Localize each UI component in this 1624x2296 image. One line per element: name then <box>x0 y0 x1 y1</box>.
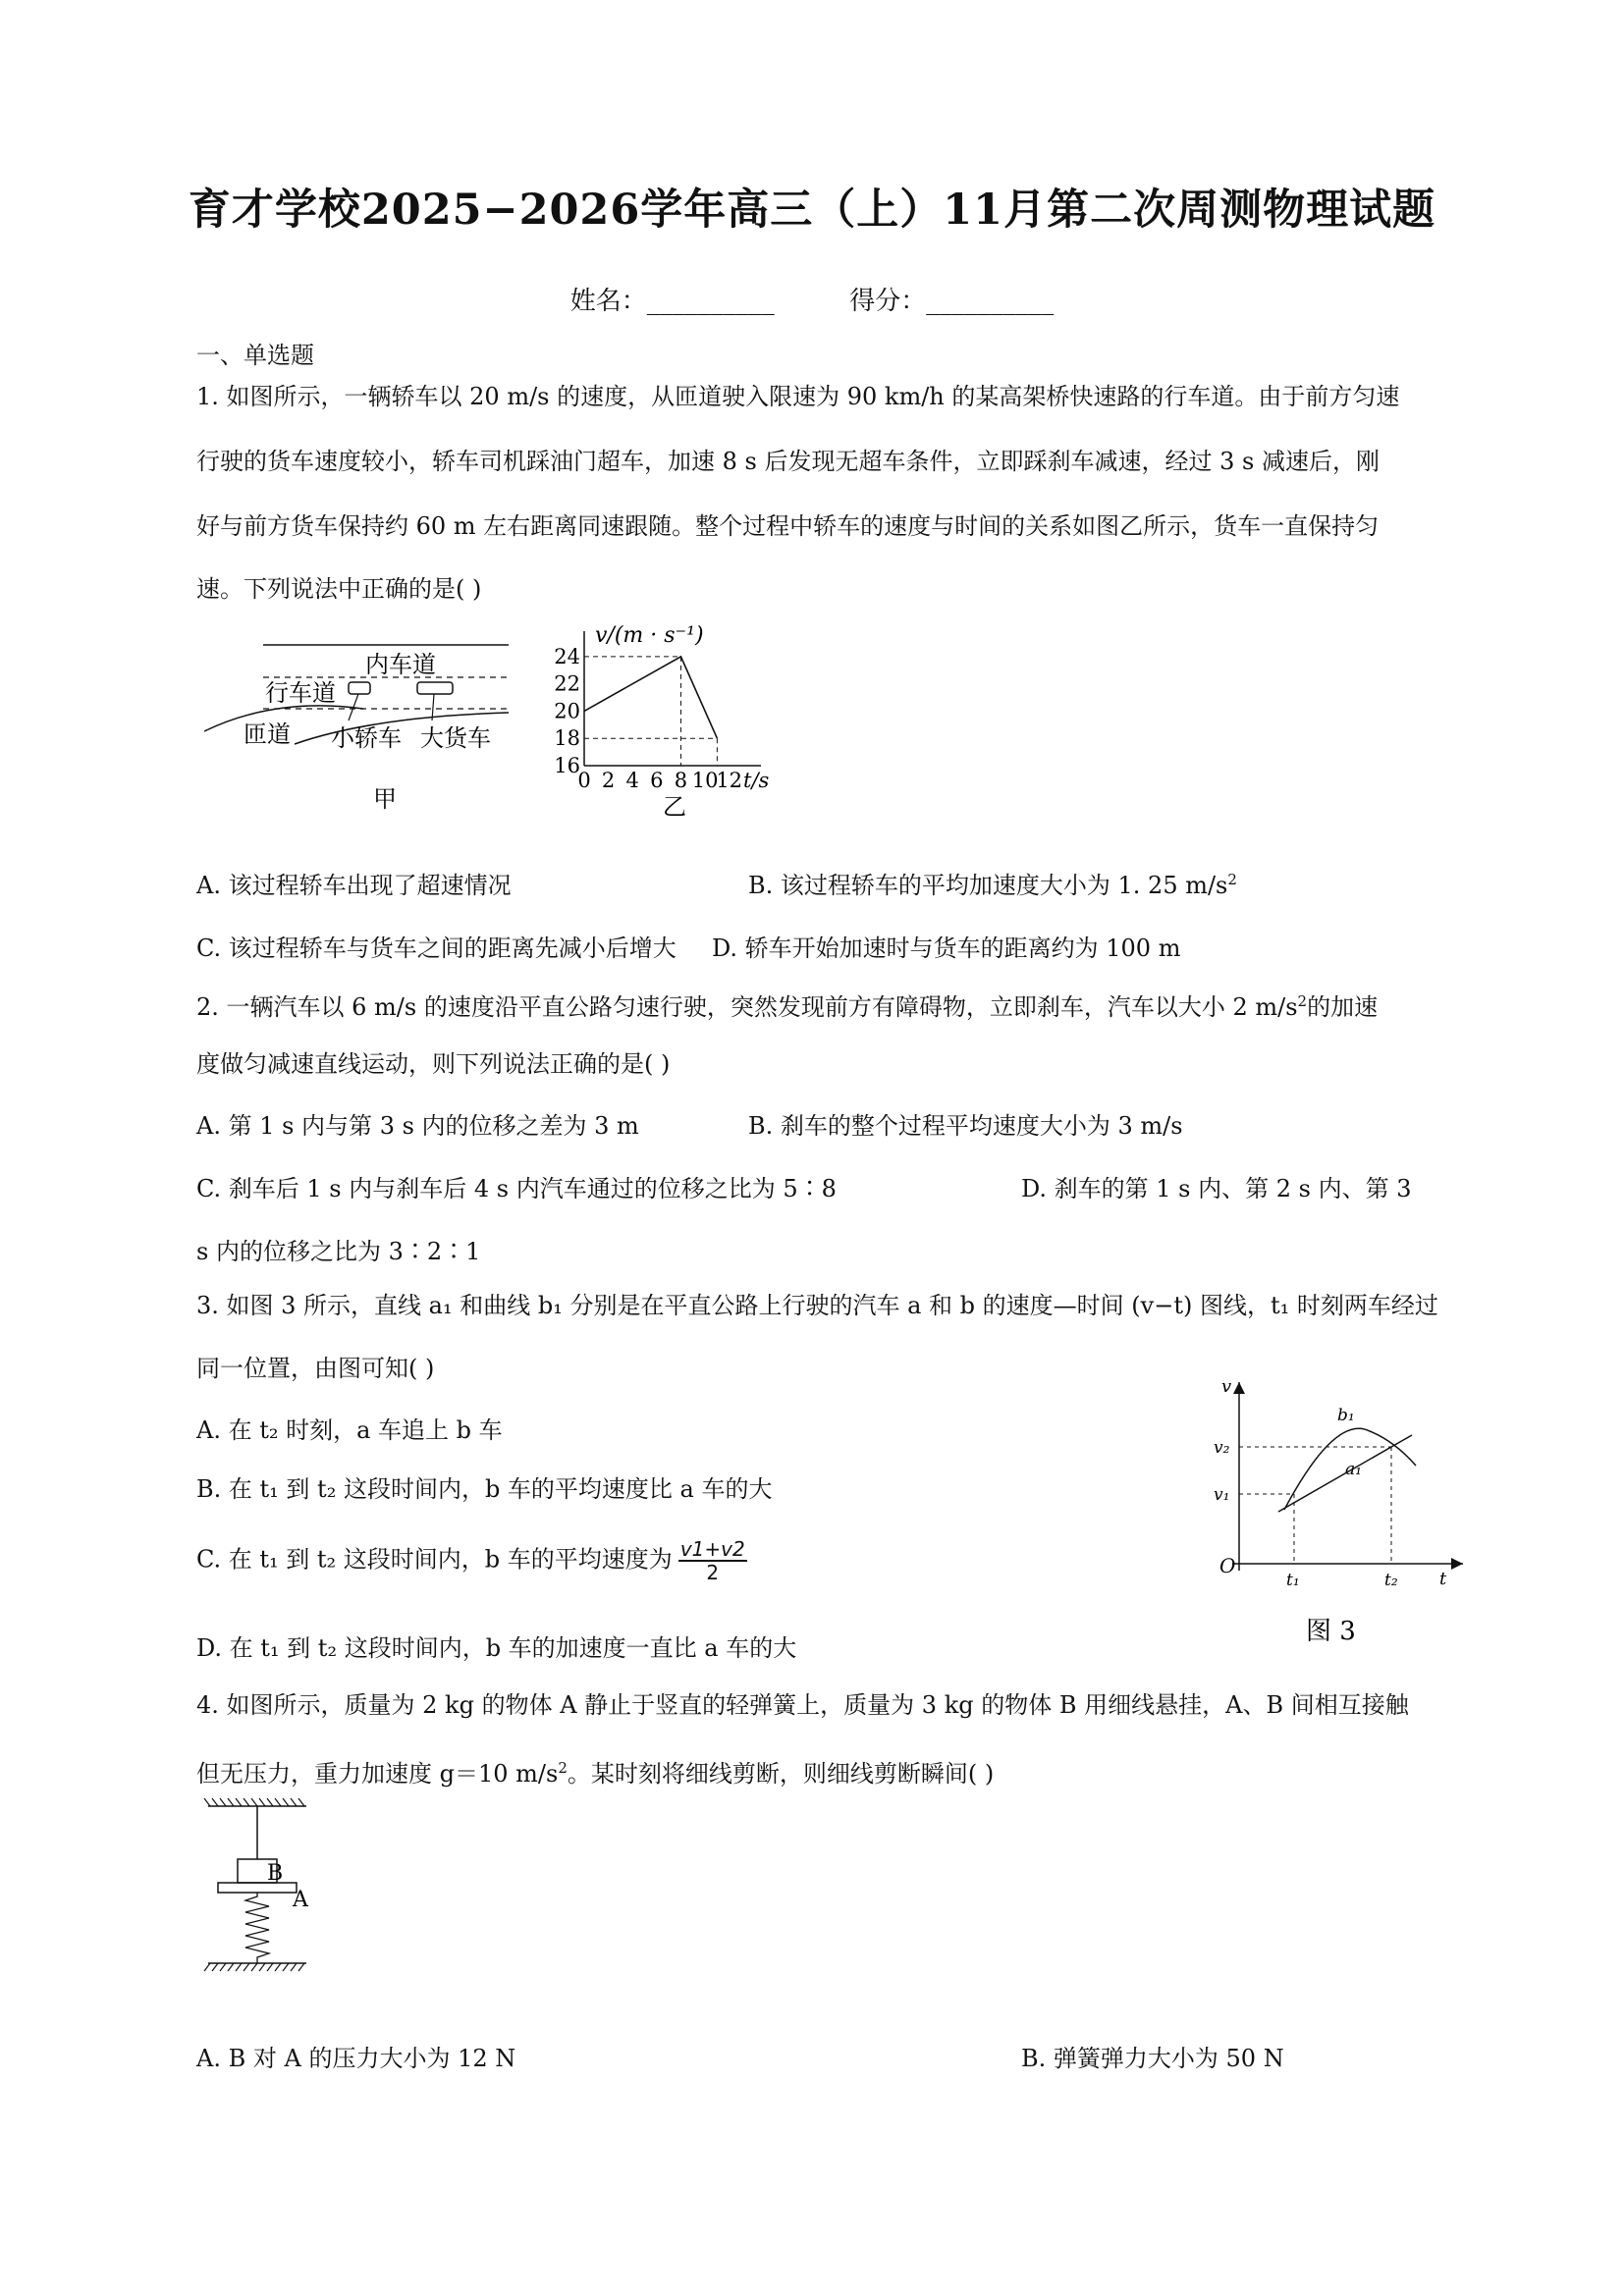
block-a-label: A <box>293 1888 308 1912</box>
ceiling-hatch-line <box>212 1798 218 1806</box>
q2-option-b[interactable]: B. 刹车的整个过程平均速度大小为 3 m/s <box>748 1112 1183 1140</box>
inner-lane-label: 内车道 <box>365 651 436 678</box>
y-tick-label: 16 <box>554 754 580 777</box>
x-tick-label: 0 <box>577 769 591 792</box>
ceiling-hatch-line <box>251 1798 257 1806</box>
fig3-v-axis: v <box>1221 1376 1232 1397</box>
ceiling-hatch-line <box>259 1798 265 1806</box>
figure-yi-chart <box>540 618 776 820</box>
q4-line-2 <box>196 1753 994 1789</box>
figure-spring <box>196 1796 334 1993</box>
fig3-a1-label: a₁ <box>1345 1460 1362 1479</box>
q3-option-a[interactable]: A. 在 t₂ 时刻，a 车追上 b 车 <box>196 1416 503 1444</box>
q2-line-1-text: 2. 一辆汽车以 6 m/s 的速度沿平直公路匀速行驶，突然发现前方有障碍物，立即刹车，汽车以大小 2 m/s <box>196 993 1298 1021</box>
q1-line-4: 速。下列说法中正确的是( ) <box>196 575 482 603</box>
x-unit-label: t/s <box>743 769 770 792</box>
q3-option-c-text: C. 在 t₁ 到 t₂ 这段时间内，b 车的平均速度为 <box>196 1545 673 1574</box>
x-tick-label: 12 <box>716 769 743 792</box>
fig3-caption: 图 3 <box>1306 1617 1356 1646</box>
fraction-numerator: v1+v2 <box>679 1537 745 1561</box>
floor-hatch-line <box>212 1963 218 1971</box>
q3-line-2: 同一位置，由图可知( ) <box>196 1355 435 1382</box>
floor-hatch-line <box>267 1963 273 1971</box>
q2-option-c[interactable]: C. 刹车后 1 s 内与刹车后 4 s 内汽车通过的位移之比为 5∶8 <box>196 1175 837 1202</box>
q4-option-b[interactable]: B. 弹簧弹力大小为 50 N <box>1021 2045 1284 2072</box>
q1-option-b[interactable] <box>748 866 1237 900</box>
q2-option-a[interactable]: A. 第 1 s 内与第 3 s 内的位移之差为 3 m <box>196 1112 639 1140</box>
y-tick-label: 24 <box>554 644 580 668</box>
q1-option-b-text: B. 该过程轿车的平均加速度大小为 1. 25 m/s <box>748 872 1228 899</box>
q2-option-d-cont: s 内的位移之比为 3∶2∶1 <box>196 1238 481 1265</box>
x-tick-label: 4 <box>625 769 639 792</box>
x-tick-label: 6 <box>650 769 664 792</box>
q1-line-3: 好与前方货车保持约 60 m 左右距离同速跟随。整个过程中轿车的速度与时间的关系如图乙所示，货车一直保持匀 <box>196 512 1380 540</box>
page-title: 育才学校2025−2026学年高三（上）11月第二次周测物理试题 <box>188 186 1436 235</box>
q4-line-2-text: 但无压力，重力加速度 g＝10 m/s <box>196 1760 559 1788</box>
floor-hatch-line <box>236 1963 242 1971</box>
q3-option-c[interactable] <box>196 1538 747 1583</box>
floor-hatch-line <box>259 1963 265 1971</box>
fig3-v1: v₁ <box>1214 1485 1230 1505</box>
q1-option-a[interactable]: A. 该过程轿车出现了超速情况 <box>196 872 512 899</box>
velocity-line <box>584 657 717 738</box>
x-tick-label: 2 <box>601 769 616 792</box>
q3-option-b[interactable]: B. 在 t₁ 到 t₂ 这段时间内，b 车的平均速度比 a 车的大 <box>196 1475 773 1503</box>
y-tick-label: 22 <box>554 671 580 696</box>
ceiling-hatch-line <box>236 1798 242 1806</box>
y-tick-label: 20 <box>554 699 580 723</box>
q2-option-d[interactable]: D. 刹车的第 1 s 内、第 2 s 内、第 3 <box>1021 1175 1412 1202</box>
ceiling-hatch-line <box>283 1798 289 1806</box>
ceiling-hatch-line <box>298 1798 304 1806</box>
floor-hatch-line <box>251 1963 257 1971</box>
name-score-row <box>0 281 1624 317</box>
floor-hatch-line <box>220 1963 226 1971</box>
name-field: 姓名：__________ <box>569 287 775 316</box>
fig3-t1: t₁ <box>1286 1571 1300 1590</box>
ceiling-hatch-line <box>228 1798 234 1806</box>
q3-line-1: 3. 如图 3 所示，直线 a₁ 和曲线 b₁ 分别是在平直公路上行驶的汽车 a 和 b 的速度—时间 (v−t) 图线，t₁ 时刻两车经过 <box>196 1292 1438 1319</box>
floor-hatch-line <box>244 1963 249 1971</box>
fig3-v2: v₂ <box>1214 1438 1230 1458</box>
fig3-b1-label: b₁ <box>1337 1406 1355 1425</box>
q4-line-2-tail: 。某时刻将细线剪断，则细线剪断瞬间( ) <box>567 1760 995 1788</box>
fraction-denominator: 2 <box>706 1561 720 1584</box>
floor-hatch-line <box>204 1963 210 1971</box>
small-car-label: 小轿车 <box>331 724 402 752</box>
floor-hatch-line <box>275 1963 281 1971</box>
figure-3 <box>1208 1374 1473 1659</box>
floor-hatch-line <box>228 1963 234 1971</box>
travel-lane-label: 行车道 <box>265 679 336 707</box>
q1-option-d[interactable]: D. 轿车开始加速时与货车的距离约为 100 m <box>712 934 1181 962</box>
floor-hatch-line <box>298 1963 304 1971</box>
ceiling-hatch-line <box>275 1798 281 1806</box>
y-tick-label: 18 <box>554 726 580 751</box>
fig3-origin: O <box>1219 1554 1236 1577</box>
x-tick-label: 8 <box>674 769 688 792</box>
q1-line-2: 行驶的货车速度较小，轿车司机踩油门超车，加速 8 s 后发现无超车条件，立即踩刹车减速，经过 3 s 减速后，刚 <box>196 448 1380 475</box>
section-heading: 一、单选题 <box>196 342 314 369</box>
truck-label: 大货车 <box>420 724 491 752</box>
q1-option-c[interactable]: C. 该过程轿车与货车之间的距离先减小后增大 <box>196 934 677 962</box>
ceiling-hatch-line <box>204 1798 210 1806</box>
ceiling-hatch-line <box>220 1798 226 1806</box>
q2-line-1 <box>196 987 1378 1022</box>
fig-jia-caption: 甲 <box>373 785 397 813</box>
q3-option-d[interactable]: D. 在 t₁ 到 t₂ 这段时间内，b 车的加速度一直比 a 车的大 <box>196 1634 797 1662</box>
q2-line-2: 度做匀减速直线运动，则下列说法正确的是( ) <box>196 1050 671 1078</box>
floor-hatch-line <box>291 1963 297 1971</box>
block-b-label: B <box>267 1861 284 1886</box>
x-tick-label: 10 <box>691 769 719 792</box>
q1-line-1: 1. 如图所示，一辆轿车以 20 m/s 的速度，从匝道驶入限速为 90 km/h 的某高架桥快速路的行车道。由于前方匀速 <box>196 383 1400 410</box>
fig-yi-caption: 乙 <box>663 793 686 820</box>
chart-ylabel: v/(m · s⁻¹) <box>595 623 704 648</box>
q4-line-2-sup: 2 <box>558 1759 568 1777</box>
ceiling-hatch-line <box>291 1798 297 1806</box>
q2-line-1-tail: 的加速 <box>1307 993 1379 1021</box>
q3-option-c-fraction <box>678 1538 747 1583</box>
floor-hatch-line <box>283 1963 289 1971</box>
fig3-t-axis: t <box>1439 1569 1447 1589</box>
q1-option-b-sup: 2 <box>1227 871 1237 888</box>
figure-jia <box>196 628 520 815</box>
q4-option-a[interactable]: A. B 对 A 的压力大小为 12 N <box>196 2045 516 2072</box>
ramp-label: 匝道 <box>244 721 291 748</box>
ceiling-hatch-line <box>267 1798 273 1806</box>
ceiling-hatch-line <box>244 1798 249 1806</box>
fig3-t2: t₂ <box>1384 1571 1398 1590</box>
q4-line-1: 4. 如图所示，质量为 2 kg 的物体 A 静止于竖直的轻弹簧上，质量为 3 kg 的物体 B 用细线悬挂，A、B 间相互接触 <box>196 1691 1409 1719</box>
score-field: 得分：__________ <box>849 287 1055 316</box>
q2-line-1-sup: 2 <box>1297 992 1308 1010</box>
